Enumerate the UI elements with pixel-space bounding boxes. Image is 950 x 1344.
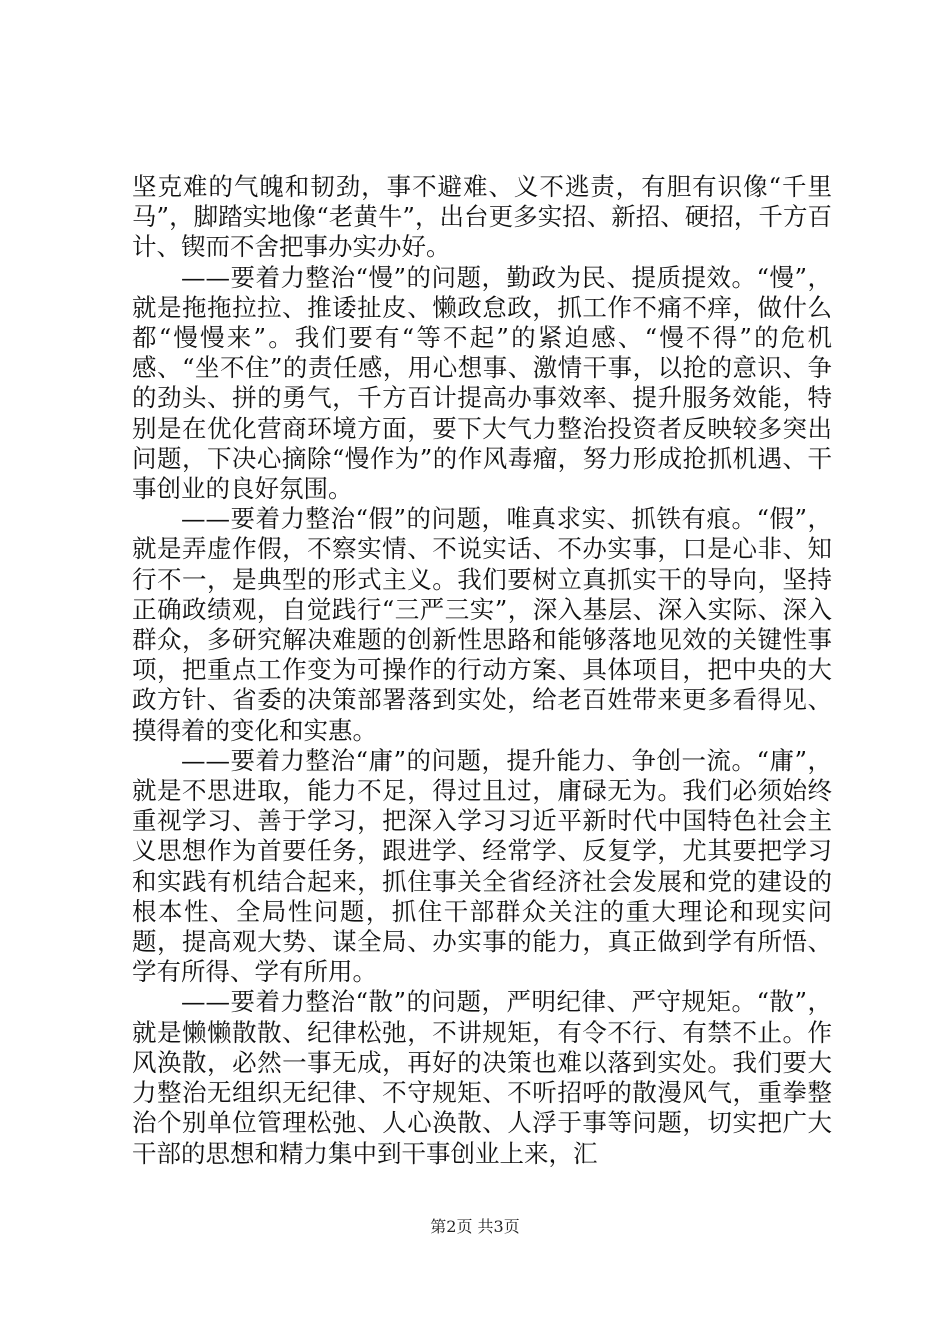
document-body [132,172,832,1169]
paragraph-mediocre: ——要着力整治“庸”的问题，提升能力、争创一流。“庸”，就是不思进取，能力不足，得过且过，庸碌无为。我们必须始终重视学习、善于学习，把深入学习习近平新时代中国特色社会主义思想作为首要任务，跟进学、经常学、反复学，尤其要把学习和实践有机结合起来，抓住事关全省经济社会发展和党的建设的根本性、全局性问题，抓住干部群众关注的重大理论和现实问题，提高观大势、谋全局、办实事的能力，真正做到学有所悟、学有所得、学有所用。 [132,745,832,987]
paragraph-lax: ——要着力整治“散”的问题，严明纪律、严守规矩。“散”，就是懒懒散散、纪律松弛，不讲规矩，有令不行、有禁不止。作风涣散，必然一事无成，再好的决策也难以落到实处。我们要大力整治无组织无纪律、不守规矩、不听招呼的散漫风气，重拳整治个别单位管理松弛、人心涣散、人浮于事等问题，切实把广大干部的思想和精力集中到干事创业上来，汇 [132,987,832,1168]
page-footer: 第2页 共3页 [430,1217,520,1236]
paragraph-false: ——要着力整治“假”的问题，唯真求实、抓铁有痕。“假”，就是弄虚作假，不察实情、不说实话、不办实事，口是心非、知行不一，是典型的形式主义。我们要树立真抓实干的导向，坚持正确政绩观，自觉践行“三严三实”，深入基层、深入实际、深入群众，多研究解决难题的创新性思路和能够落地见效的关键性事项，把重点工作变为可操作的行动方案、具体项目，把中央的大政方针、省委的决策部署落到实处，给老百姓带来更多看得见、摸得着的变化和实惠。 [132,504,832,745]
paragraph-slow: ——要着力整治“慢”的问题，勤政为民、提质提效。“慢”，就是拖拖拉拉、推诿扯皮、懒政怠政，抓工作不痛不痒，做什么都“慢慢来”。我们要有“等不起”的紧迫感、“慢不得”的危机感、“坐不住”的责任感，用心想事、激情干事，以抢的意识、争的劲头、拼的勇气，千方百计提高办事效率、提升服务效能，特别是在优化营商环境方面，要下大气力整治投资者反映较多突出问题，下决心摘除“慢作为”的作风毒瘤，努力形成抢抓机遇、干事创业的良好氛围。 [132,262,832,504]
paragraph-continuation: 坚克难的气魄和韧劲，事不避难、义不逃责，有胆有识像“千里马”，脚踏实地像“老黄牛”，出台更多实招、新招、硬招，千方百计、锲而不舍把事办实办好。 [132,172,832,262]
